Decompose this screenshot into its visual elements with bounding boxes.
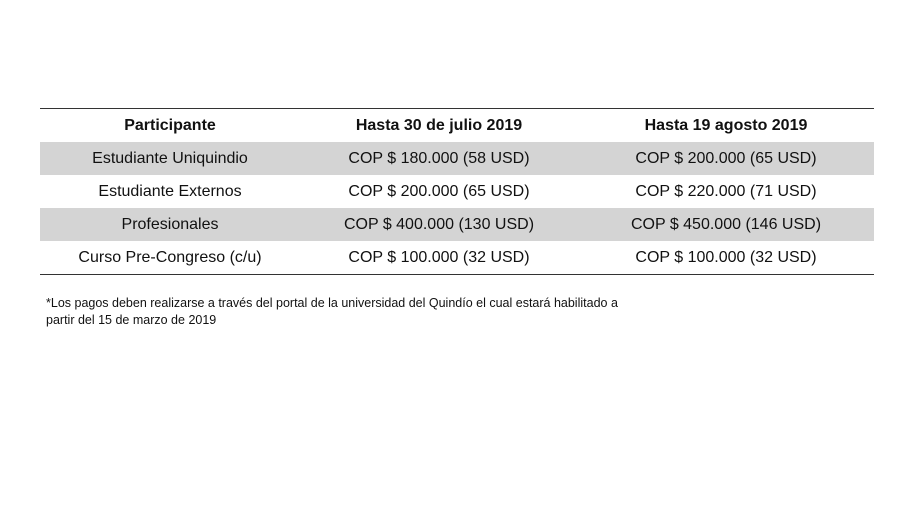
footnote-line-2: partir del 15 de marzo de 2019 (46, 313, 217, 327)
header-hasta-agosto: Hasta 19 agosto 2019 (644, 116, 808, 134)
price-august-cell: COP $ 450.000 (146 USD) (578, 208, 874, 241)
table-row (40, 175, 874, 208)
participant-cell: Profesionales (40, 208, 300, 241)
table-row (40, 142, 874, 175)
footnote-line-1: *Los pagos deben realizarse a través del portal de la universidad del Quindío el cual estará habilitado a (46, 296, 618, 310)
header-hasta-julio: Hasta 30 de julio 2019 (355, 116, 523, 134)
payment-footnote (46, 295, 686, 329)
price-august-cell: COP $ 100.000 (32 USD) (635, 248, 817, 266)
price-july-cell: COP $ 100.000 (32 USD) (348, 248, 530, 266)
table-header-row (40, 109, 874, 143)
participant-cell: Estudiante Uniquindio (40, 142, 300, 175)
price-august-cell: COP $ 220.000 (71 USD) (635, 182, 817, 200)
header-participante: Participante (124, 116, 216, 134)
price-july-cell: COP $ 180.000 (58 USD) (300, 142, 578, 175)
price-august-cell: COP $ 200.000 (65 USD) (578, 142, 874, 175)
table-row (40, 241, 874, 275)
participant-cell: Estudiante Externos (98, 182, 242, 200)
price-july-cell: COP $ 400.000 (130 USD) (300, 208, 578, 241)
participant-cell: Curso Pre-Congreso (c/u) (78, 248, 262, 266)
price-july-cell: COP $ 200.000 (65 USD) (348, 182, 530, 200)
registration-fee-table (40, 108, 874, 275)
table-row (40, 208, 874, 241)
